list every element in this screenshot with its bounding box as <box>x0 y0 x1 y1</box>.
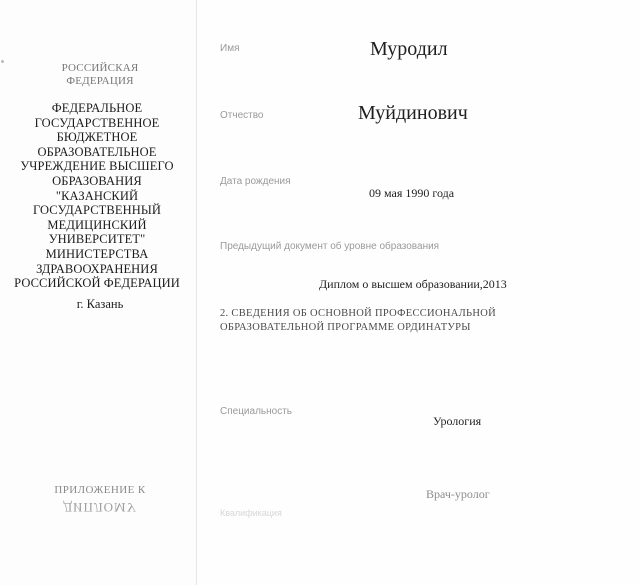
section-heading-line-2: ОБРАЗОВАТЕЛЬНОЙ ПРОГРАММЕ ОРДИНАТУРЫ <box>220 322 471 333</box>
faded-emblem-mark <box>78 2 118 12</box>
org-line: ЗДРАВООХРАНЕНИЯ <box>36 261 158 276</box>
org-line: ГОСУДАРСТВЕННОЕ <box>34 115 160 130</box>
org-line: ФЕДЕРАЛЬНОЕ <box>51 101 143 115</box>
specialty-label: Специальность <box>220 406 292 417</box>
section-heading-line-1: 2. СВЕДЕНИЯ ОБ ОСНОВНОЙ ПРОФЕССИОНАЛЬНОЙ <box>220 308 496 319</box>
org-line: УЧРЕЖДЕНИЕ ВЫСШЕГО <box>20 159 174 174</box>
appendix-title-line-2: ДИПЛОМУ <box>63 500 137 515</box>
first-name-label: Имя <box>220 43 240 54</box>
country-line-1: РОССИЙСКАЯ <box>61 62 139 74</box>
organization-name <box>2 101 192 291</box>
org-line: МИНИСТЕРСТВА <box>45 246 149 261</box>
qualification-value: Врач-уролог <box>426 487 490 501</box>
org-line: ГОСУДАРСТВЕННЫЙ <box>33 203 161 218</box>
birth-date-value: 09 мая 1990 года <box>369 186 455 200</box>
org-line: "КАЗАНСКИЙ <box>55 188 139 203</box>
qualification-label: Квалификация <box>220 508 282 518</box>
org-line: МЕДИЦИНСКИЙ <box>47 217 147 232</box>
org-line: ОБРАЗОВАНИЯ <box>52 173 142 188</box>
left-panel <box>0 0 196 585</box>
patronymic-value: Муйдинович <box>358 102 468 124</box>
birth-date-label: Дата рождения <box>220 176 291 187</box>
country-name <box>40 62 160 88</box>
city-name: г. Казань <box>76 297 124 311</box>
patronymic-label: Отчество <box>220 110 264 121</box>
previous-document-label: Предыдущий документ об уровне образования <box>220 241 440 252</box>
edge-print-mark <box>588 510 641 550</box>
org-line: УНИВЕРСИТЕТ" <box>48 232 146 247</box>
first-name-value: Муродил <box>370 38 448 60</box>
page-fold-divider <box>196 0 197 585</box>
appendix-title-line-1: ПРИЛОЖЕНИЕ К <box>54 484 146 496</box>
org-line: РОССИЙСКОЙ ФЕДЕРАЦИИ <box>14 276 180 291</box>
country-line-2: ФЕДЕРАЦИЯ <box>66 75 134 87</box>
section-heading <box>220 307 520 335</box>
org-line: ОБРАЗОВАТЕЛЬНОЕ <box>37 144 157 159</box>
org-line: БЮДЖЕТНОЕ <box>56 130 138 145</box>
specialty-value: Урология <box>433 414 482 428</box>
margin-dot <box>1 60 4 63</box>
previous-document-value: Диплом о высшем образовании,2013 <box>319 277 507 291</box>
